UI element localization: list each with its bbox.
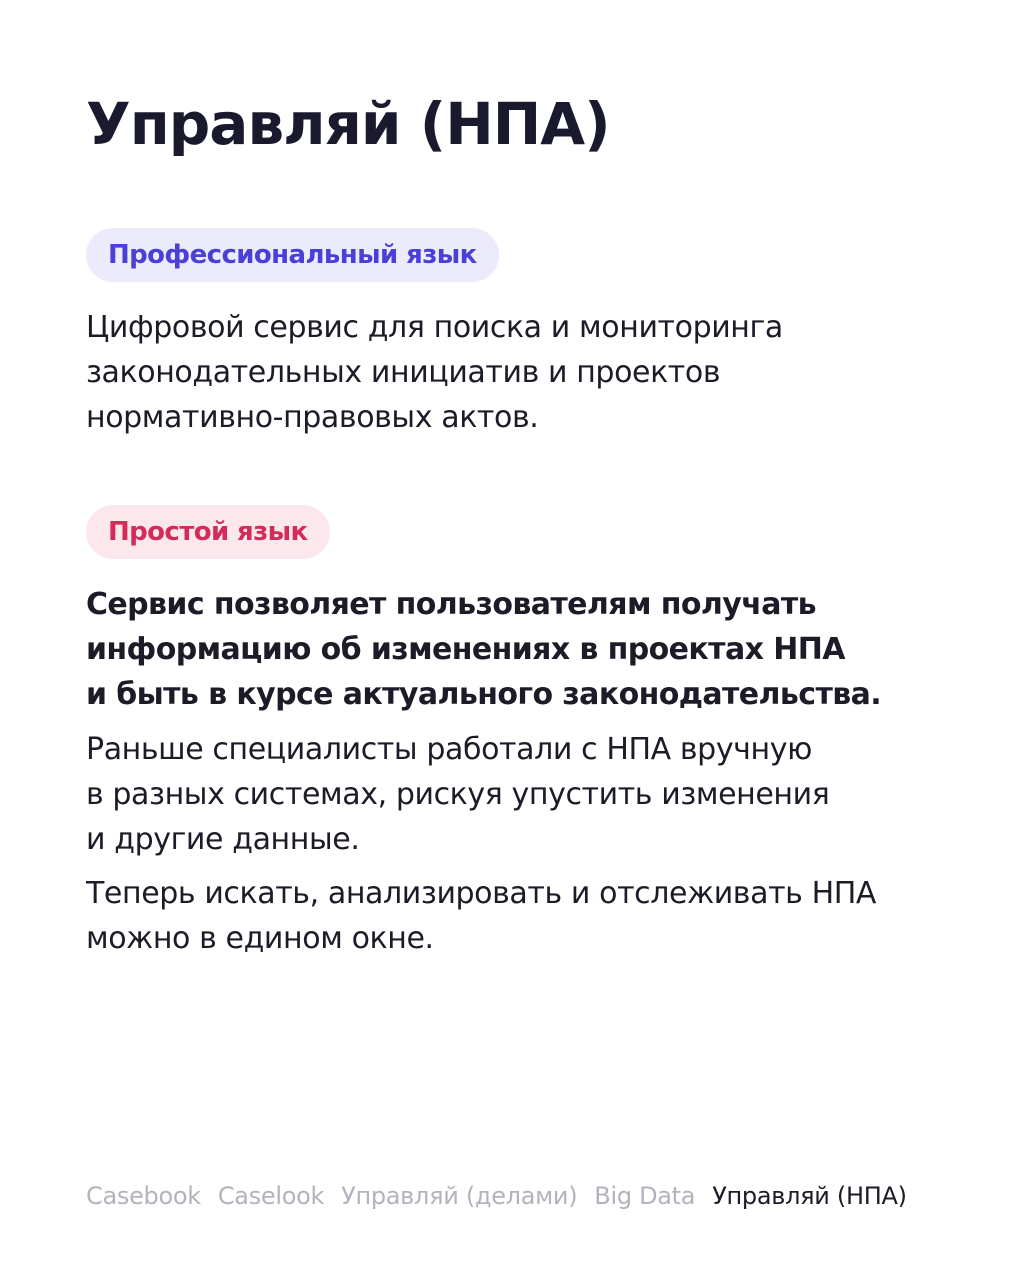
- simple-lead-text: Сервис позволяет пользователям получать информацию об изменениях в проектах НПА и быть в курсе актуального законодательства.: [86, 587, 882, 712]
- footer-nav-upravlyay-npa[interactable]: Управляй (НПА): [712, 1182, 907, 1210]
- page-title: Управляй (НПА): [86, 90, 610, 158]
- footer-nav-casebook[interactable]: Casebook: [86, 1182, 201, 1210]
- footer-nav-caselook[interactable]: Caselook: [217, 1182, 325, 1210]
- footer-nav-big-data[interactable]: Big Data: [594, 1182, 696, 1210]
- product-footer-nav: [86, 1176, 907, 1216]
- simple-paragraph-now: Теперь искать, анализировать и отслеживать НПА можно в едином окне.: [86, 876, 877, 956]
- simple-paragraph-before: Раньше специалисты работали с НПА вручную в разных системах, рискуя упустить изменения и другие данные.: [86, 732, 830, 857]
- professional-description: Цифровой сервис для поиска и мониторинга законодательных инициатив и проектов нормативно-правовых актов.: [86, 310, 783, 435]
- footer-nav-upravlyay-delami[interactable]: Управляй (делами): [341, 1182, 578, 1210]
- simple-language-badge: Простой язык: [86, 505, 330, 559]
- professional-language-badge: Профессиональный язык: [86, 228, 499, 282]
